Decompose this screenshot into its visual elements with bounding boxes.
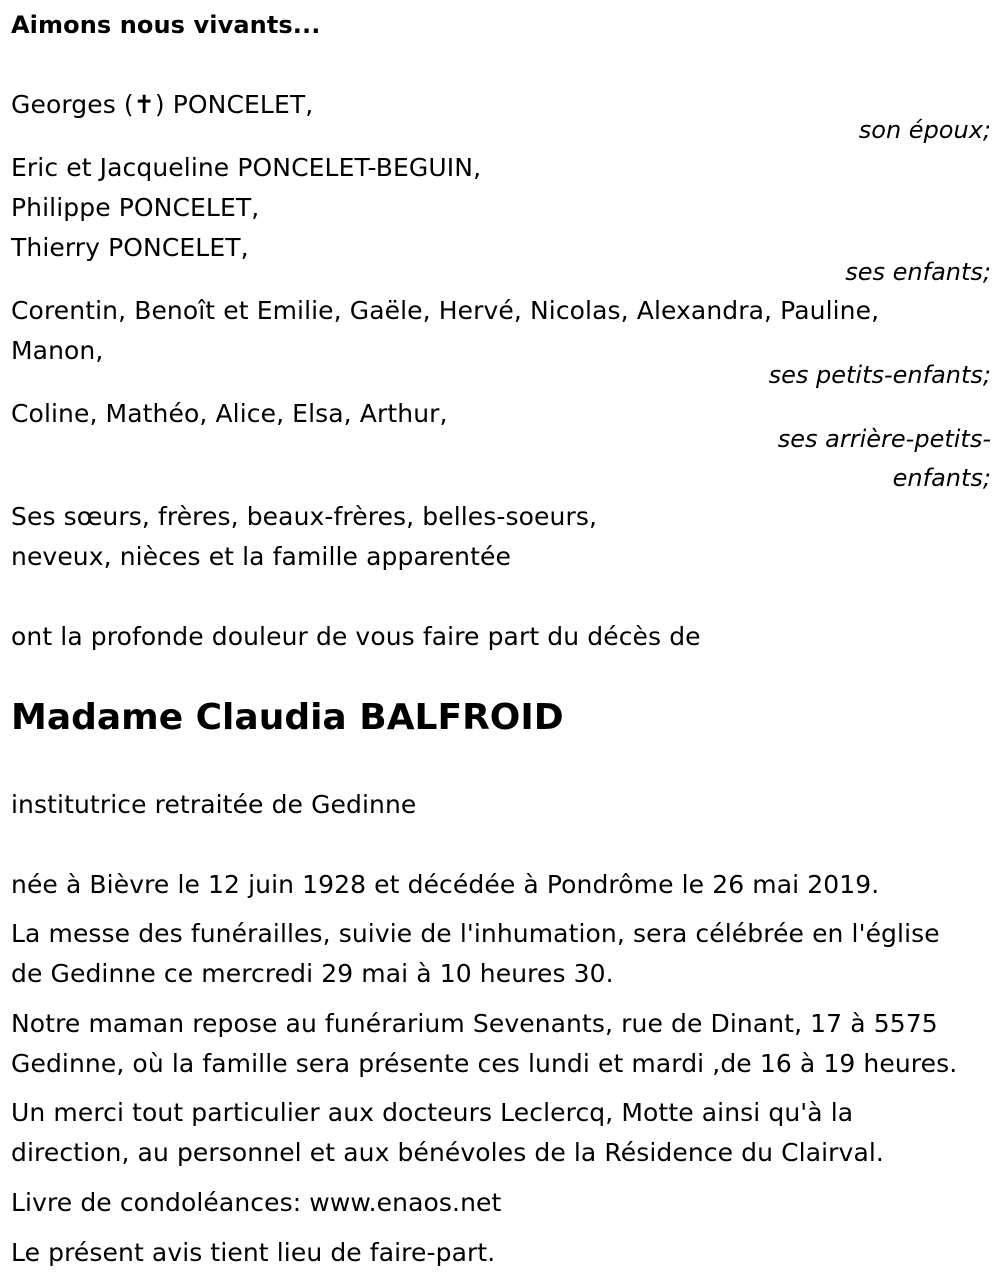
grandchildren-line-1: Corentin, Benoît et Emilie, Gaële, Hervé, Nicolas, Alexandra, Pauline, (11, 296, 880, 325)
great-grandchildren-line: Coline, Mathéo, Alice, Elsa, Arthur, (11, 399, 448, 428)
cross-icon: ✝ (133, 90, 155, 119)
repose-line-1: Notre maman repose au funérarium Sevenants, rue de Dinant, 17 à 5575 (11, 1009, 938, 1038)
grandchildren-line-2: Manon, (11, 336, 104, 365)
notice-heading: Aimons nous vivants... (11, 11, 321, 39)
birth-death-text: née à Bièvre le 12 juin 1928 et décédée à Pondrôme le 26 mai 2019. (11, 870, 880, 899)
occupation-text: institutrice retraitée de Gedinne (11, 790, 417, 819)
deceased-name: Madame Claudia BALFROID (11, 697, 564, 738)
thanks-line-2: direction, au personnel et aux bénévoles de la Résidence du Clairval. (11, 1138, 884, 1167)
thanks-line-1: Un merci tout particulier aux docteurs Leclercq, Motte ainsi qu'à la (11, 1098, 854, 1127)
child-line-1: Eric et Jacqueline PONCELET-BEGUIN, (11, 153, 482, 182)
condolences-text: Livre de condoléances: www.enaos.net (11, 1188, 502, 1217)
spouse-line (11, 90, 313, 120)
closing-text: Le présent avis tient lieu de faire-part. (11, 1238, 496, 1267)
spouse-suffix: ) PONCELET, (154, 90, 314, 119)
grandchildren-role: ses petits-enfants; (768, 361, 991, 389)
family-line-2: neveux, nièces et la famille apparentée (11, 542, 511, 571)
announcement-text: ont la profonde douleur de vous faire part du décès de (11, 622, 701, 651)
great-grandchildren-role-2: enfants; (892, 464, 991, 492)
children-role: ses enfants; (845, 258, 991, 286)
obituary-notice (11, 0, 991, 1288)
child-line-3: Thierry PONCELET, (11, 233, 249, 262)
funeral-line-2: de Gedinne ce mercredi 29 mai à 10 heures 30. (11, 959, 614, 988)
repose-line-2: Gedinne, où la famille sera présente ces lundi et mardi ,de 16 à 19 heures. (11, 1049, 958, 1078)
great-grandchildren-role-1: ses arrière-petits- (777, 425, 991, 453)
child-line-2: Philippe PONCELET, (11, 193, 260, 222)
family-line-1: Ses sœurs, frères, beaux-frères, belles-soeurs, (11, 502, 598, 531)
spouse-prefix: Georges ( (11, 90, 134, 119)
spouse-role: son époux; (858, 116, 991, 144)
funeral-line-1: La messe des funérailles, suivie de l'inhumation, sera célébrée en l'église (11, 919, 940, 948)
